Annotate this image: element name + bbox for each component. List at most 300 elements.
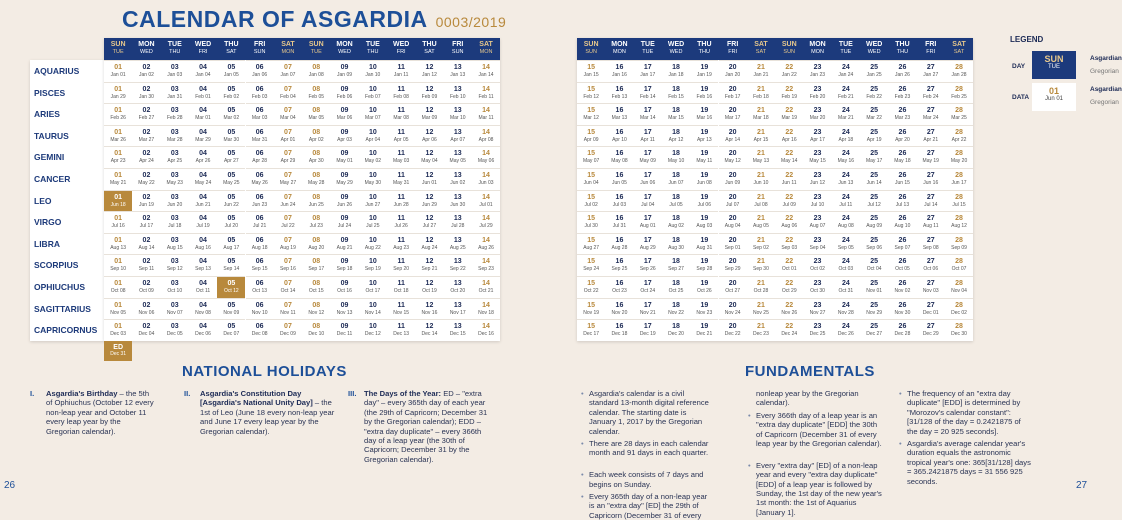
weekday-asgardian: WED xyxy=(194,41,212,48)
asgardian-day: 15 xyxy=(587,323,596,331)
asgardian-day: 21 xyxy=(757,323,765,331)
asgardian-day: 24 xyxy=(841,64,850,71)
asgardian-day: 23 xyxy=(813,236,822,244)
asgardian-day: 07 xyxy=(284,258,292,266)
legend-data-label: DATA xyxy=(1012,94,1030,101)
asgardian-day: 01 xyxy=(114,64,123,71)
gregorian-date: Apr 13 xyxy=(696,136,712,143)
asgardian-day: 25 xyxy=(870,301,879,309)
asgardian-day: 19 xyxy=(700,236,709,244)
gregorian-date: May 05 xyxy=(449,158,466,165)
gregorian-date: Sep 16 xyxy=(280,266,296,273)
day-cell xyxy=(634,211,662,234)
day-cell xyxy=(719,233,747,256)
gregorian-date: Feb 27 xyxy=(138,115,155,122)
day-cell xyxy=(217,233,245,256)
weekday-gregorian: FRI xyxy=(728,49,738,55)
gregorian-date: Mar 08 xyxy=(393,115,409,122)
asgardian-day: 17 xyxy=(643,64,652,71)
gregorian-date: Mar 15 xyxy=(668,115,684,122)
holiday-name: Asgardia's Constitution Day [Asgardia's National Unity Day] xyxy=(200,389,313,408)
gregorian-date: Mar 18 xyxy=(753,115,769,122)
asgardian-day: 25 xyxy=(870,215,879,223)
gregorian-date: Mar 13 xyxy=(611,115,628,122)
day-cell xyxy=(472,233,500,256)
gregorian-date: Mar 12 xyxy=(583,115,599,122)
day-cell xyxy=(945,190,973,213)
holiday-description: – the 5th of Ophiuchus (October 12 every non-leap year and October 11 every leap year by the Gregorian calendar). xyxy=(46,389,154,436)
day-cell xyxy=(274,254,302,277)
gregorian-date: Jun 17 xyxy=(951,180,967,186)
weekday-gregorian: MON xyxy=(613,49,626,55)
gregorian-date: Jun 01 xyxy=(421,180,437,186)
asgardian-day: 09 xyxy=(340,107,349,115)
day-cell xyxy=(132,82,160,105)
gregorian-date: Jun 03 xyxy=(478,180,494,186)
gregorian-date: Jul 01 xyxy=(479,201,493,208)
gregorian-date: Apr 09 xyxy=(583,136,599,143)
day-cell xyxy=(860,211,888,234)
asgardian-day: 23 xyxy=(813,215,822,223)
day-cell xyxy=(775,103,803,126)
day-cell xyxy=(719,60,747,83)
gregorian-date: May 07 xyxy=(582,158,600,165)
gregorian-date: Dec 01 xyxy=(922,309,939,316)
day-cell xyxy=(161,82,189,105)
weekday-gregorian: FRI xyxy=(396,49,406,55)
day-cell xyxy=(860,254,888,277)
gregorian-date: Jul 02 xyxy=(584,201,598,208)
gregorian-date: Oct 05 xyxy=(895,266,910,273)
gregorian-date: Sep 06 xyxy=(866,244,883,251)
weekday-asgardian: THU xyxy=(422,41,437,48)
asgardian-day: 08 xyxy=(312,107,321,115)
day-cell xyxy=(104,168,132,191)
asgardian-day: 28 xyxy=(955,215,963,223)
day-cell xyxy=(217,190,245,213)
holiday-item xyxy=(364,389,494,464)
day-cell xyxy=(387,146,415,169)
gregorian-date: Nov 03 xyxy=(922,288,939,294)
gregorian-date: May 09 xyxy=(639,158,656,165)
asgardian-day: 01 xyxy=(114,323,123,331)
asgardian-day: 03 xyxy=(170,172,179,179)
gregorian-date: Aug 20 xyxy=(308,244,325,251)
gregorian-date: Jan 24 xyxy=(838,72,854,78)
day-cell xyxy=(217,82,245,105)
gregorian-date: May 13 xyxy=(752,158,770,165)
day-cell xyxy=(444,319,472,342)
asgardian-day: 01 xyxy=(114,128,123,136)
asgardian-day: 02 xyxy=(142,215,151,223)
holiday-name: The Days of the Year: xyxy=(364,389,442,398)
day-cell xyxy=(104,103,132,126)
day-cell xyxy=(161,190,189,213)
gregorian-date: Jan 25 xyxy=(866,72,882,78)
asgardian-day: 27 xyxy=(926,107,935,115)
day-cell xyxy=(472,254,500,277)
day-cell xyxy=(775,298,803,321)
gregorian-date: Feb 09 xyxy=(421,93,438,100)
asgardian-day: 19 xyxy=(700,150,709,158)
asgardian-day: 19 xyxy=(700,258,709,266)
day-cell xyxy=(888,276,916,299)
asgardian-day: 11 xyxy=(397,280,405,287)
asgardian-day: 28 xyxy=(955,193,963,201)
gregorian-date: Jun 13 xyxy=(838,180,854,186)
day-cell xyxy=(189,319,217,342)
day-cell xyxy=(577,190,605,213)
day-cell xyxy=(189,254,217,277)
day-cell xyxy=(246,276,274,299)
day-cell xyxy=(330,254,358,277)
day-cell xyxy=(803,211,831,234)
asgardian-day: 11 xyxy=(397,323,405,331)
asgardian-day: 12 xyxy=(425,280,434,287)
asgardian-day: 18 xyxy=(672,236,680,244)
gregorian-date: Jun 15 xyxy=(894,180,910,186)
asgardian-day: 05 xyxy=(227,193,236,201)
weekday-header-cell xyxy=(803,38,831,60)
day-cell xyxy=(444,168,472,191)
day-cell xyxy=(860,276,888,299)
holiday-item xyxy=(46,389,156,436)
asgardian-day: 17 xyxy=(643,107,652,115)
asgardian-day: 01 xyxy=(114,172,123,179)
day-cell xyxy=(803,60,831,83)
asgardian-day: 18 xyxy=(672,172,680,179)
weekday-gregorian: THU xyxy=(367,49,379,55)
month-name: OPHIUCHUS xyxy=(34,282,86,292)
day-cell xyxy=(775,168,803,191)
day-cell xyxy=(888,60,916,83)
gregorian-date: Mar 06 xyxy=(336,115,353,122)
gregorian-date: May 30 xyxy=(364,180,382,186)
asgardian-day: 15 xyxy=(587,215,596,223)
gregorian-date: Dec 09 xyxy=(280,331,296,338)
day-cell xyxy=(690,254,718,277)
asgardian-day: 11 xyxy=(397,107,405,115)
day-cell xyxy=(662,60,690,83)
gregorian-date: Mar 24 xyxy=(922,115,939,122)
day-cell xyxy=(605,276,633,299)
day-cell xyxy=(860,103,888,126)
gregorian-date: Aug 06 xyxy=(781,223,798,230)
asgardian-day: 25 xyxy=(870,128,879,136)
day-cell xyxy=(104,276,132,299)
extra-day-cell xyxy=(104,341,132,361)
day-cell xyxy=(359,82,387,105)
weekday-gregorian: WED xyxy=(140,49,153,55)
gregorian-date: Jul 22 xyxy=(281,223,295,230)
day-cell xyxy=(917,125,945,148)
day-cell xyxy=(415,319,443,342)
asgardian-day: 01 xyxy=(114,258,123,266)
gregorian-date: Dec 26 xyxy=(837,331,854,338)
gregorian-date: Jun 22 xyxy=(223,201,239,208)
day-cell xyxy=(246,233,274,256)
day-cell xyxy=(330,190,358,213)
day-cell xyxy=(577,125,605,148)
day-cell xyxy=(719,298,747,321)
weekday-asgardian: FRI xyxy=(254,41,266,48)
asgardian-day: 27 xyxy=(926,172,935,179)
gregorian-date: Dec 20 xyxy=(668,331,684,338)
fundamentals-item: • The frequency of an "extra day duplicate" [EDD] is determined by "Morozov's calendar constant": [31/128 of the day = 0.2421875 of the day = 20 925 seconds]. xyxy=(907,389,1032,436)
gregorian-date: Aug 25 xyxy=(449,244,466,251)
asgardian-day: 16 xyxy=(615,172,624,179)
weekday-asgardian: SAT xyxy=(952,41,966,48)
asgardian-day: 14 xyxy=(482,280,490,287)
gregorian-date: Nov 27 xyxy=(809,309,826,316)
gregorian-date: Jul 31 xyxy=(612,223,627,230)
day-cell xyxy=(719,146,747,169)
gregorian-date: Jun 11 xyxy=(781,180,797,186)
day-cell xyxy=(472,211,500,234)
holiday-number: I. xyxy=(30,389,35,398)
asgardian-day: 19 xyxy=(700,107,709,115)
gregorian-date: Nov 29 xyxy=(866,309,883,316)
gregorian-date: Aug 30 xyxy=(668,244,684,251)
weekday-gregorian: WED xyxy=(867,49,881,55)
asgardian-day: 12 xyxy=(425,107,434,115)
day-cell xyxy=(945,233,973,256)
gregorian-date: Dec 12 xyxy=(364,331,381,338)
weekday-header-cell xyxy=(472,38,500,60)
gregorian-date: Mar 25 xyxy=(951,115,967,122)
legend-day-gregorian: TUE xyxy=(1048,64,1060,70)
day-cell xyxy=(387,103,415,126)
day-cell xyxy=(274,319,302,342)
asgardian-day: 02 xyxy=(142,193,151,201)
legend-asgardian-1: Asgardian xyxy=(1090,55,1122,62)
asgardian-day: 18 xyxy=(672,150,680,158)
day-cell xyxy=(302,82,330,105)
day-cell xyxy=(359,168,387,191)
asgardian-day: 14 xyxy=(482,128,490,136)
asgardian-day: 22 xyxy=(785,280,794,287)
day-cell xyxy=(161,276,189,299)
day-cell xyxy=(359,298,387,321)
legend-title: LEGEND xyxy=(1010,35,1044,44)
gregorian-date: Jun 09 xyxy=(725,180,741,186)
day-cell xyxy=(719,168,747,191)
gregorian-date: Jan 16 xyxy=(611,72,627,78)
gregorian-date: Jul 18 xyxy=(168,223,182,230)
gregorian-date: Jan 04 xyxy=(195,72,211,78)
gregorian-date: Nov 09 xyxy=(223,309,240,316)
day-cell xyxy=(747,233,775,256)
day-cell xyxy=(330,125,358,148)
day-cell xyxy=(246,298,274,321)
gregorian-date: Dec 21 xyxy=(696,331,713,338)
day-cell xyxy=(888,82,916,105)
gregorian-date: Oct 21 xyxy=(478,288,494,294)
gregorian-date: Sep 24 xyxy=(583,266,600,273)
gregorian-date: Apr 12 xyxy=(668,136,684,143)
gregorian-date: Feb 24 xyxy=(922,93,939,100)
gregorian-date: Jul 29 xyxy=(479,223,493,230)
day-cell xyxy=(359,254,387,277)
gregorian-date: Aug 24 xyxy=(421,244,438,251)
asgardian-day: 26 xyxy=(898,258,907,266)
gregorian-date: Jul 13 xyxy=(895,201,910,208)
gregorian-date: May 02 xyxy=(364,158,382,165)
gregorian-date: Jun 02 xyxy=(450,180,466,186)
day-cell xyxy=(719,319,747,342)
asgardian-day: 17 xyxy=(643,85,652,93)
asgardian-day: 23 xyxy=(813,301,822,309)
day-cell xyxy=(605,233,633,256)
asgardian-day: 14 xyxy=(482,323,490,331)
asgardian-day: 25 xyxy=(870,258,879,266)
asgardian-day: 13 xyxy=(453,150,462,158)
day-cell xyxy=(577,233,605,256)
gregorian-date: Sep 14 xyxy=(223,266,240,273)
day-cell xyxy=(860,146,888,169)
asgardian-day: 13 xyxy=(453,258,462,266)
gregorian-date: Aug 05 xyxy=(753,223,769,230)
asgardian-day: 05 xyxy=(227,150,236,158)
weekday-gregorian: SAT xyxy=(953,49,965,55)
asgardian-day: 04 xyxy=(199,258,207,266)
gregorian-date: Jul 27 xyxy=(422,223,437,230)
gregorian-date: Feb 26 xyxy=(110,115,126,122)
day-cell xyxy=(634,146,662,169)
day-cell xyxy=(161,103,189,126)
day-cell xyxy=(444,233,472,256)
day-cell xyxy=(274,125,302,148)
gregorian-date: Feb 07 xyxy=(365,93,381,100)
gregorian-date: Nov 13 xyxy=(336,309,353,316)
gregorian-date: Dec 30 xyxy=(951,331,967,338)
asgardian-day: 11 xyxy=(397,193,405,201)
asgardian-day: 06 xyxy=(255,215,264,223)
asgardian-day: 27 xyxy=(926,301,935,309)
month-names-column xyxy=(30,60,104,341)
gregorian-date: Aug 14 xyxy=(138,244,155,251)
asgardian-day: 11 xyxy=(397,258,405,266)
asgardian-day: 20 xyxy=(728,301,737,309)
day-cell xyxy=(132,276,160,299)
asgardian-day: 06 xyxy=(255,172,264,179)
gregorian-date: Feb 06 xyxy=(336,93,353,100)
weekday-header-cell xyxy=(444,38,472,60)
asgardian-day: 21 xyxy=(757,301,765,309)
day-cell xyxy=(634,233,662,256)
gregorian-date: Jul 04 xyxy=(641,201,655,208)
asgardian-day: 07 xyxy=(284,85,292,93)
gregorian-date: Nov 24 xyxy=(724,309,741,316)
asgardian-day: 14 xyxy=(482,107,490,115)
day-cell xyxy=(104,60,132,83)
day-cell xyxy=(832,103,860,126)
gregorian-date: Jun 19 xyxy=(138,201,154,208)
day-cell xyxy=(803,168,831,191)
asgardian-day: 04 xyxy=(199,280,207,287)
asgardian-day: 08 xyxy=(312,64,321,71)
day-cell xyxy=(917,82,945,105)
asgardian-day: 07 xyxy=(284,150,292,158)
weekday-gregorian: SAT xyxy=(755,49,767,55)
weekday-gregorian: FRI xyxy=(926,49,936,55)
day-cell xyxy=(415,298,443,321)
day-cell xyxy=(803,125,831,148)
asgardian-day: 21 xyxy=(757,280,765,287)
asgardian-day: 23 xyxy=(813,64,822,71)
day-cell xyxy=(302,319,330,342)
day-cell xyxy=(330,319,358,342)
gregorian-date: Feb 15 xyxy=(668,93,684,100)
gregorian-date: Aug 23 xyxy=(393,244,410,251)
day-cell xyxy=(217,298,245,321)
day-cell xyxy=(605,190,633,213)
month-name: VIRGO xyxy=(34,217,62,228)
gregorian-date: Oct 11 xyxy=(195,288,211,294)
asgardian-day: 11 xyxy=(397,85,405,93)
day-cell xyxy=(832,60,860,83)
asgardian-day: 16 xyxy=(615,236,624,244)
day-cell xyxy=(605,125,633,148)
day-cell xyxy=(832,276,860,299)
asgardian-day: 04 xyxy=(199,172,207,179)
asgardian-day: 24 xyxy=(841,85,850,93)
asgardian-day: 13 xyxy=(453,301,462,309)
asgardian-day: 16 xyxy=(615,323,624,331)
day-cell xyxy=(690,125,718,148)
asgardian-day: 18 xyxy=(672,280,680,287)
asgardian-day: 16 xyxy=(615,107,624,115)
gregorian-date: Sep 07 xyxy=(894,244,911,251)
holiday-description: – the 1st of Leo (June 18 every non-leap year and June 17 every leap year by the Gregorian calendar). xyxy=(200,398,335,436)
day-cell xyxy=(161,125,189,148)
asgardian-day: 10 xyxy=(368,323,377,331)
day-cell xyxy=(217,168,245,191)
day-cell xyxy=(189,82,217,105)
asgardian-day: 21 xyxy=(757,193,765,201)
asgardian-day: 18 xyxy=(672,128,680,136)
day-cell xyxy=(832,82,860,105)
asgardian-day: 11 xyxy=(397,128,405,136)
asgardian-day: 07 xyxy=(284,236,292,244)
gregorian-date: Feb 12 xyxy=(583,93,599,100)
asgardian-day: 16 xyxy=(615,193,624,201)
day-cell xyxy=(161,168,189,191)
asgardian-day: 24 xyxy=(841,236,850,244)
gregorian-date: Jan 31 xyxy=(167,93,183,100)
gregorian-date: Oct 22 xyxy=(583,288,599,294)
asgardian-day: 26 xyxy=(898,128,907,136)
gregorian-date: Aug 26 xyxy=(478,244,494,251)
weekday-header-cell xyxy=(330,38,358,60)
gregorian-date: Apr 02 xyxy=(308,136,324,143)
day-cell xyxy=(888,211,916,234)
asgardian-day: 23 xyxy=(813,323,822,331)
day-cell xyxy=(775,60,803,83)
asgardian-day: 05 xyxy=(227,128,236,136)
asgardian-day: 16 xyxy=(615,64,624,71)
day-cell xyxy=(472,146,500,169)
gregorian-date: Jan 05 xyxy=(223,72,239,78)
gregorian-date: Mar 05 xyxy=(308,115,325,122)
asgardian-day: 14 xyxy=(482,236,490,244)
day-cell xyxy=(274,103,302,126)
day-cell xyxy=(832,254,860,277)
asgardian-day: 02 xyxy=(142,236,151,244)
day-cell xyxy=(387,254,415,277)
asgardian-day: 27 xyxy=(926,193,935,201)
asgardian-day: 20 xyxy=(728,215,737,223)
